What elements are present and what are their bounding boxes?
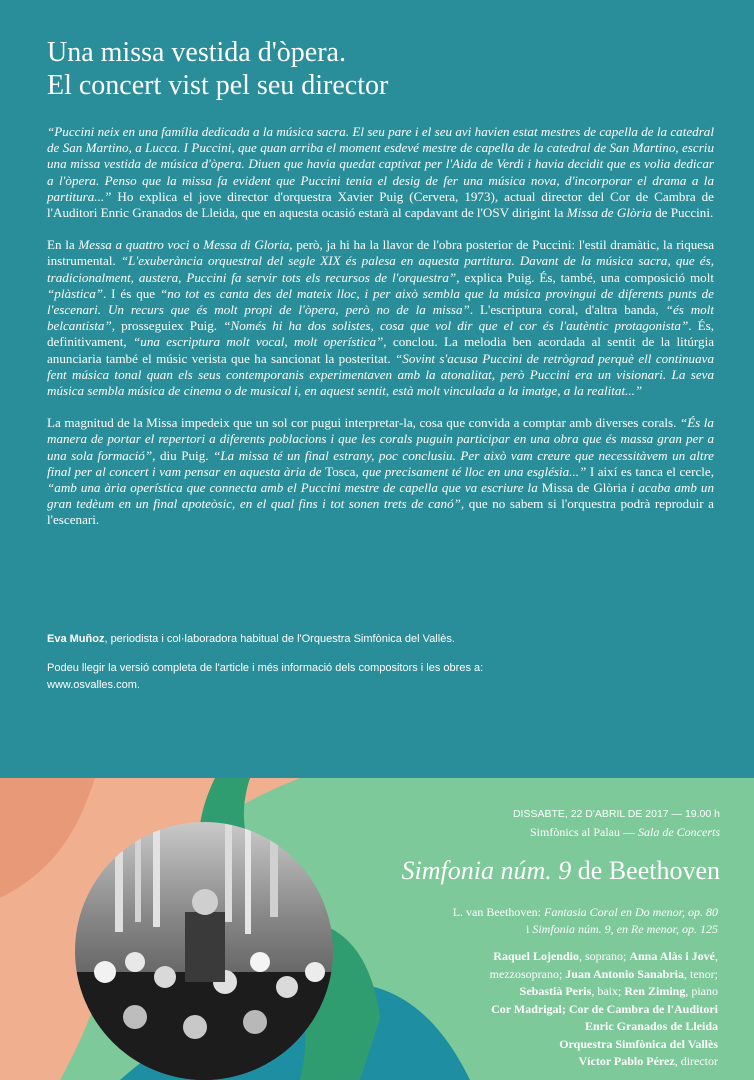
series: Simfònics al Palau — [530,825,638,839]
composer: L. van Beethoven: [452,905,544,919]
paragraph-3 [47,415,714,528]
organ-pipe [153,822,160,927]
performer-role: , soprano; [578,949,630,963]
performer-role: , tenor; [684,966,718,981]
musician [123,1005,147,1029]
work-title: Messa di Gloria [203,237,290,253]
performer-name: Raquel Lojendio [493,949,579,963]
work-title: Messa a quattro voci [78,237,190,253]
performer-role: mezzosoprano; [489,966,566,981]
conductor [185,912,225,982]
musician [94,961,116,983]
title-line-2: El concert vist pel seu director [47,70,389,101]
work-title-italic: Simfonia núm. 9 [401,856,572,885]
performer-name: Ren Ziming [624,984,686,998]
more-info-text: Podeu llegir la versió completa de l'article i més informació dels compositors i les obres a: [47,662,484,674]
text: La magnitud de la Missa impedeix que un sol cor pugui interpretar-la, cosa que convida a comptar amb diverses corals. [47,415,680,431]
paragraph-1 [47,124,714,221]
work-title: Tosca [325,463,356,479]
quote: “És la manera de portar el repertori a diferents poblacions i que les corals puguin participar en una obra que és massa gran per a una sola formació” [47,415,714,463]
text: de Puccini. [651,205,714,221]
text: , que no sabem si l'orquestra podrà reproduir a l'escenari. [47,496,714,528]
musician [276,976,298,998]
performer-role: , baix; [591,984,625,998]
director-role: , director [674,1054,718,1068]
quote: “no tot es canta des del mateix lloc, i per això sembla que la música provingui de diferents punts de l'escenari. Un recurs que és molt propi de l'òpera, però no de la missa” [47,285,714,318]
concert-section [0,778,754,1080]
conductor-head [192,889,218,915]
performers-line-7 [490,1053,718,1071]
author-name: Eva Muñoz [47,633,105,645]
work-title: Missa de Glòria [566,205,652,221]
text: . I és que [103,285,161,301]
program-line-1 [453,904,718,921]
author-credit [47,631,714,647]
program [453,904,718,938]
concert-work-title [402,856,720,886]
venue: Sala de Concerts [638,825,720,839]
text: , però, ja hi ha la llavor de l'obra posterior de Puccini: l'estil dramàtic, la riquesa instrumental. [47,237,715,269]
musician [250,952,270,972]
text: En la [47,237,79,253]
work-title-rest: de Beethoven [571,856,720,885]
quote: “plàstica” [47,285,104,301]
text: , prosseguiex Puig. [111,318,224,334]
organ-pipe [225,822,232,922]
orchestra-image [75,822,333,1080]
concert-photo [75,822,333,1080]
title-line-1: Una missa vestida d'òpera. [47,37,346,68]
program-work: Simfonia núm. 9, en Re menor, op. 125 [532,922,718,936]
quote: “és molt belcantista” [47,302,715,334]
concert-venue [530,825,720,840]
text: o [189,237,204,253]
performer-name: Sebastià Peris [519,984,592,998]
text: , diu Puig. [152,447,214,463]
musician [305,962,325,982]
author-role: , periodista i col·laboradora habitual de l'Orquestra Simfònica del Vallès. [104,633,455,645]
text: . És, definitivament, [47,318,714,350]
date: DISSABTE, 22 D'ABRIL DE 2017 [512,808,669,820]
quote: , que precisament té lloc en una església...” [355,463,587,479]
performers-line-6 [490,1036,718,1054]
performers-line-4 [490,1001,718,1019]
text: , explica Puig. És, també, una composició molt [456,269,714,285]
text: , conclou. La melodia ben acordada al sentit de la litúrgia anunciaria també el músic verista que ha sancionat la posteritat. [47,334,715,366]
director-name: Víctor Pablo Pérez [578,1054,675,1068]
quote: “Només hi ha dos solistes, cosa que vol dir que el cor és l'autèntic protagonista” [223,318,689,334]
quote: “una escriptura molt vocal, molt operística” [132,334,384,350]
work-title: Missa de Glòria [541,480,627,496]
organ-pipe [245,822,251,934]
performers-line-1 [490,948,718,966]
quote: “amb una ària operística que connecta amb el Puccini mestre de capella que va escriure la [47,480,542,496]
more-info [47,660,714,694]
quote: i acaba amb un gran tedèum en un final apoteòsic, en el qual fins i tot sonen trets de canó” [47,480,715,512]
website-link[interactable]: www.osvalles.com. [47,679,140,691]
quote: “La missa té un final estrany, poc conclusiu. Per això vam creure que necessitàvem un altre final per al concert i vam pensar en aquesta ària de [47,447,714,479]
performer-role: , [715,949,718,963]
musician [125,952,145,972]
program-work: Fantasia Coral en Do menor, op. 80 [544,905,718,919]
text: i [526,922,533,936]
text: . L'escriptura coral, d'altra banda, [469,302,666,318]
performers-line-5 [490,1018,718,1036]
performer-role: , piano [685,984,718,998]
text: Ho explica el jove director d'orquestra Xavier Puig (Cervera, 1973), actual director del Cor de Cambra de l'Auditori Enric Granados de Lleida, que en aquesta ocasió estarà al capdavant de l'OSV dirigint la [47,188,714,221]
quote: “Sovint s'acusa Puccini de retrògrad perquè ell continuava fent música tonal quan els seus contemporanis experimentaven amb la atonalitat, però Puccini era un visionari. La seva música sembla música de cinema o de musical i, en aquest sentit, està molt vinculada a la imatge, a la realitat...” [47,350,714,399]
paragraph-2 [47,237,714,399]
orchestra: Orquestra Simfònica del Vallès [559,1036,718,1051]
concert-date [513,808,720,820]
article-body [47,124,714,545]
page-title [47,36,388,102]
choir: Cor Madrigal; Cor de Cambra de l'Auditori [491,1001,718,1016]
musician [154,966,176,988]
performers-line-2 [490,966,718,984]
time: — 19.00 h [668,808,720,820]
performers [490,948,718,1071]
performer-name: Anna Alàs i Jové [629,949,715,963]
text: I així es tanca el cercle, [586,463,714,479]
quote: “Puccini neix en una família dedicada a la música sacra. El seu pare i el seu avi havien estat mestres de capella de la catedral de San Martino, a Lucca. I Puccini, que quan arriba el moment esdevé mestre de capella de la catedral de San Martino, escriu una missa vestida de música d'òpera. Diuen que havia quedat captivat per l'Aida de Verdi i havia decidit que es volia dedicar a l'òpera. Penso que la missa fa evident que Puccini tenia el desig de fer una música nova, d'incorporar el drama a la partitura...” [47,124,714,204]
choir: Enric Granados de Lleida [584,1019,718,1033]
program-line-2 [453,921,718,938]
performers-line-3 [490,983,718,1001]
performer-name: Juan Antonio Sanabria [565,966,684,981]
musician [243,1010,267,1034]
musician [183,1015,207,1039]
quote: “L'exuberància orquestral del segle XIX és palesa en aquesta partitura. Davant de la música sacra, que és, tradicionalment, austera, Puccini fa servir tots els recursos de l'orquestra” [47,253,714,285]
